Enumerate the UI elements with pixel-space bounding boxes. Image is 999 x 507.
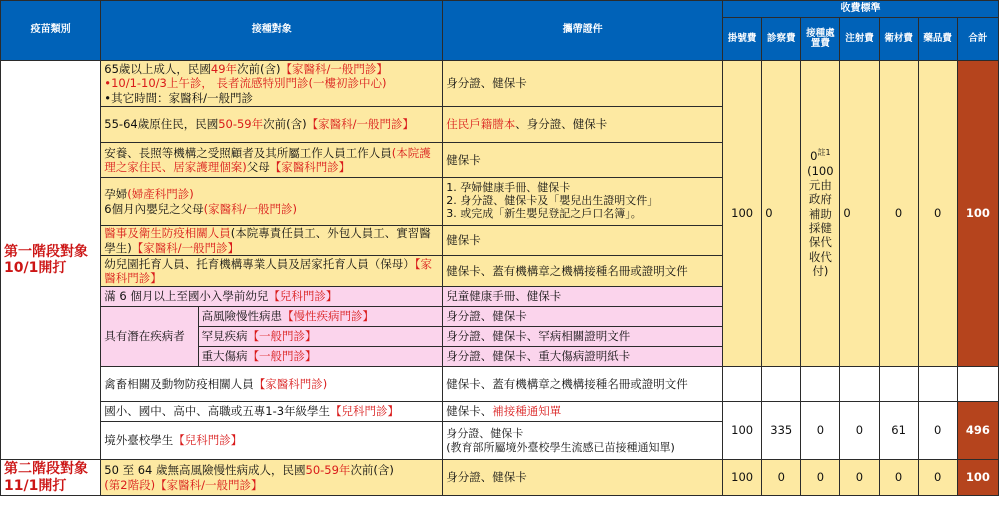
phase-2-label: 第二階段對象 11/1開打: [1, 460, 101, 496]
doc-row-chronic-high-risk: 身分證、健保卡: [443, 307, 723, 327]
target-row-elderly: 65歲以上成人，民國49年次前(含)【家醫科/一般門診】 •10/1-10/3上午診， 長者流感特別門診(一樓初診中心) •其它時間：家醫科/一般門診: [101, 61, 443, 107]
target-row-childcare-staff: 幼兒園托育人員、托育機構專業人員及居家托育人員（保母）【家醫科門診】: [101, 256, 443, 287]
fee-g1-total: 100: [957, 61, 998, 367]
target-row-care-institution: 安養、長照等機構之受照顧者及其所屬工作人員工作人員(本院護理之家住民、居家護理個案)父母【家醫科門診】: [101, 143, 443, 178]
fee-g3-injection: 0: [840, 460, 879, 496]
fee-g1-registration: 100: [723, 61, 762, 367]
fee-g2-total: 496: [957, 402, 998, 460]
target-row-rare-disease: 罕見疾病【一般門診】: [198, 327, 443, 347]
target-row-phase2-adults: 50 至 64 歲無高風險慢性病成人，民國50-59年次前(含) (第2階段)【家醫科/一般門診】: [101, 460, 443, 496]
header-category: 疫苗類別: [1, 1, 101, 61]
fee-g1-procedure: 0$^{註1}$ (100元由政府補助採健保代收代付): [801, 61, 840, 367]
fee-empty-2: [762, 367, 801, 402]
header-fee-injection: 注射費: [840, 18, 879, 61]
header-fee-registration: 掛號費: [723, 18, 762, 61]
target-row-pregnant: 孕婦(婦產科門診) 6個月內嬰兒之父母(家醫科/一般門診): [101, 178, 443, 226]
target-row-chronic-high-risk: 高風險慢性病患【慢性疾病門診】: [198, 307, 443, 327]
fee-empty-1: [723, 367, 762, 402]
fee-empty-4: [840, 367, 879, 402]
header-fee-material: 衛材費: [879, 18, 918, 61]
header-target: 接種對象: [101, 1, 443, 61]
phase-1-label: 第一階段對象 10/1開打: [1, 61, 101, 460]
fee-g1-exam: 0: [762, 61, 801, 367]
fee-g2-registration: 100: [723, 402, 762, 460]
doc-row-rare-disease: 身分證、健保卡、罕病相關證明文件: [443, 327, 723, 347]
header-fee-group: 收費標準: [723, 1, 999, 18]
fee-g2-procedure: 0: [801, 402, 840, 460]
doc-row-indigenous: 住民戶籍謄本、身分證、健保卡: [443, 107, 723, 143]
header-documents: 攜帶證件: [443, 1, 723, 61]
doc-row-care-institution: 健保卡: [443, 143, 723, 178]
header-fee-total: 合計: [957, 18, 998, 61]
fee-g3-procedure: 0: [801, 460, 840, 496]
header-fee-procedure: 接種處置費: [801, 18, 840, 61]
fee-g1-injection: 0: [840, 61, 879, 367]
doc-row-overseas-students: 身分證、健保卡 (教育部所屬境外臺校學生流感已苗接種通知單): [443, 422, 723, 460]
doc-row-livestock: 健保卡、蓋有機構章之機構接種名冊或證明文件: [443, 367, 723, 402]
chronic-disease-label: 具有潛在疾病者: [101, 307, 198, 367]
fee-g1-drug: 0: [918, 61, 957, 367]
target-row-livestock: 禽畜相關及動物防疫相關人員【家醫科門診): [101, 367, 443, 402]
fee-empty-3: [801, 367, 840, 402]
fee-empty-5: [879, 367, 918, 402]
doc-row-pregnant: 1. 孕婦健康手冊、健保卡 2. 身分證、健保卡及「嬰兒出生證明文件」 3. 或完成「新生嬰兒登記之戶口名簿」。: [443, 178, 723, 226]
target-row-infant: 滿 6 個月以上至國小入學前幼兒【兒科門診】: [101, 287, 443, 307]
fee-g2-injection: 0: [840, 402, 879, 460]
target-row-students: 國小、國中、高中、高職或五專1-3年級學生【兒科門診】: [101, 402, 443, 422]
fee-g2-material: 61: [879, 402, 918, 460]
target-row-indigenous: 55-64歲原住民，民國50-59年次前(含)【家醫科/一般門診】: [101, 107, 443, 143]
target-row-major-illness: 重大傷病【一般門診】: [198, 347, 443, 367]
header-fee-drug: 藥品費: [918, 18, 957, 61]
doc-row-childcare-staff: 健保卡、蓋有機構章之機構接種名冊或證明文件: [443, 256, 723, 287]
target-row-overseas-students: 境外臺校學生【兒科門診】: [101, 422, 443, 460]
fee-empty-6: [918, 367, 957, 402]
doc-row-phase2-adults: 身分證、健保卡: [443, 460, 723, 496]
fee-g2-drug: 0: [918, 402, 957, 460]
doc-row-medical-staff: 健保卡: [443, 226, 723, 256]
target-row-medical-staff: 醫事及衛生防疫相關人員(本院專責任員工、外包人員工、實習醫學生)【家醫科/一般門診】: [101, 226, 443, 256]
doc-row-students: 健保卡、補接種通知單: [443, 402, 723, 422]
fee-g3-total: 100: [957, 460, 998, 496]
fee-g3-registration: 100: [723, 460, 762, 496]
fee-g3-material: 0: [879, 460, 918, 496]
fee-g1-material: 0: [879, 61, 918, 367]
fee-g2-exam: 335: [762, 402, 801, 460]
fee-empty-7: [957, 367, 998, 402]
fee-g3-exam: 0: [762, 460, 801, 496]
header-fee-exam: 診察費: [762, 18, 801, 61]
doc-row-elderly: 身分證、健保卡: [443, 61, 723, 107]
doc-row-infant: 兒童健康手冊、健保卡: [443, 287, 723, 307]
fee-g3-drug: 0: [918, 460, 957, 496]
doc-row-major-illness: 身分證、健保卡、重大傷病證明紙卡: [443, 347, 723, 367]
